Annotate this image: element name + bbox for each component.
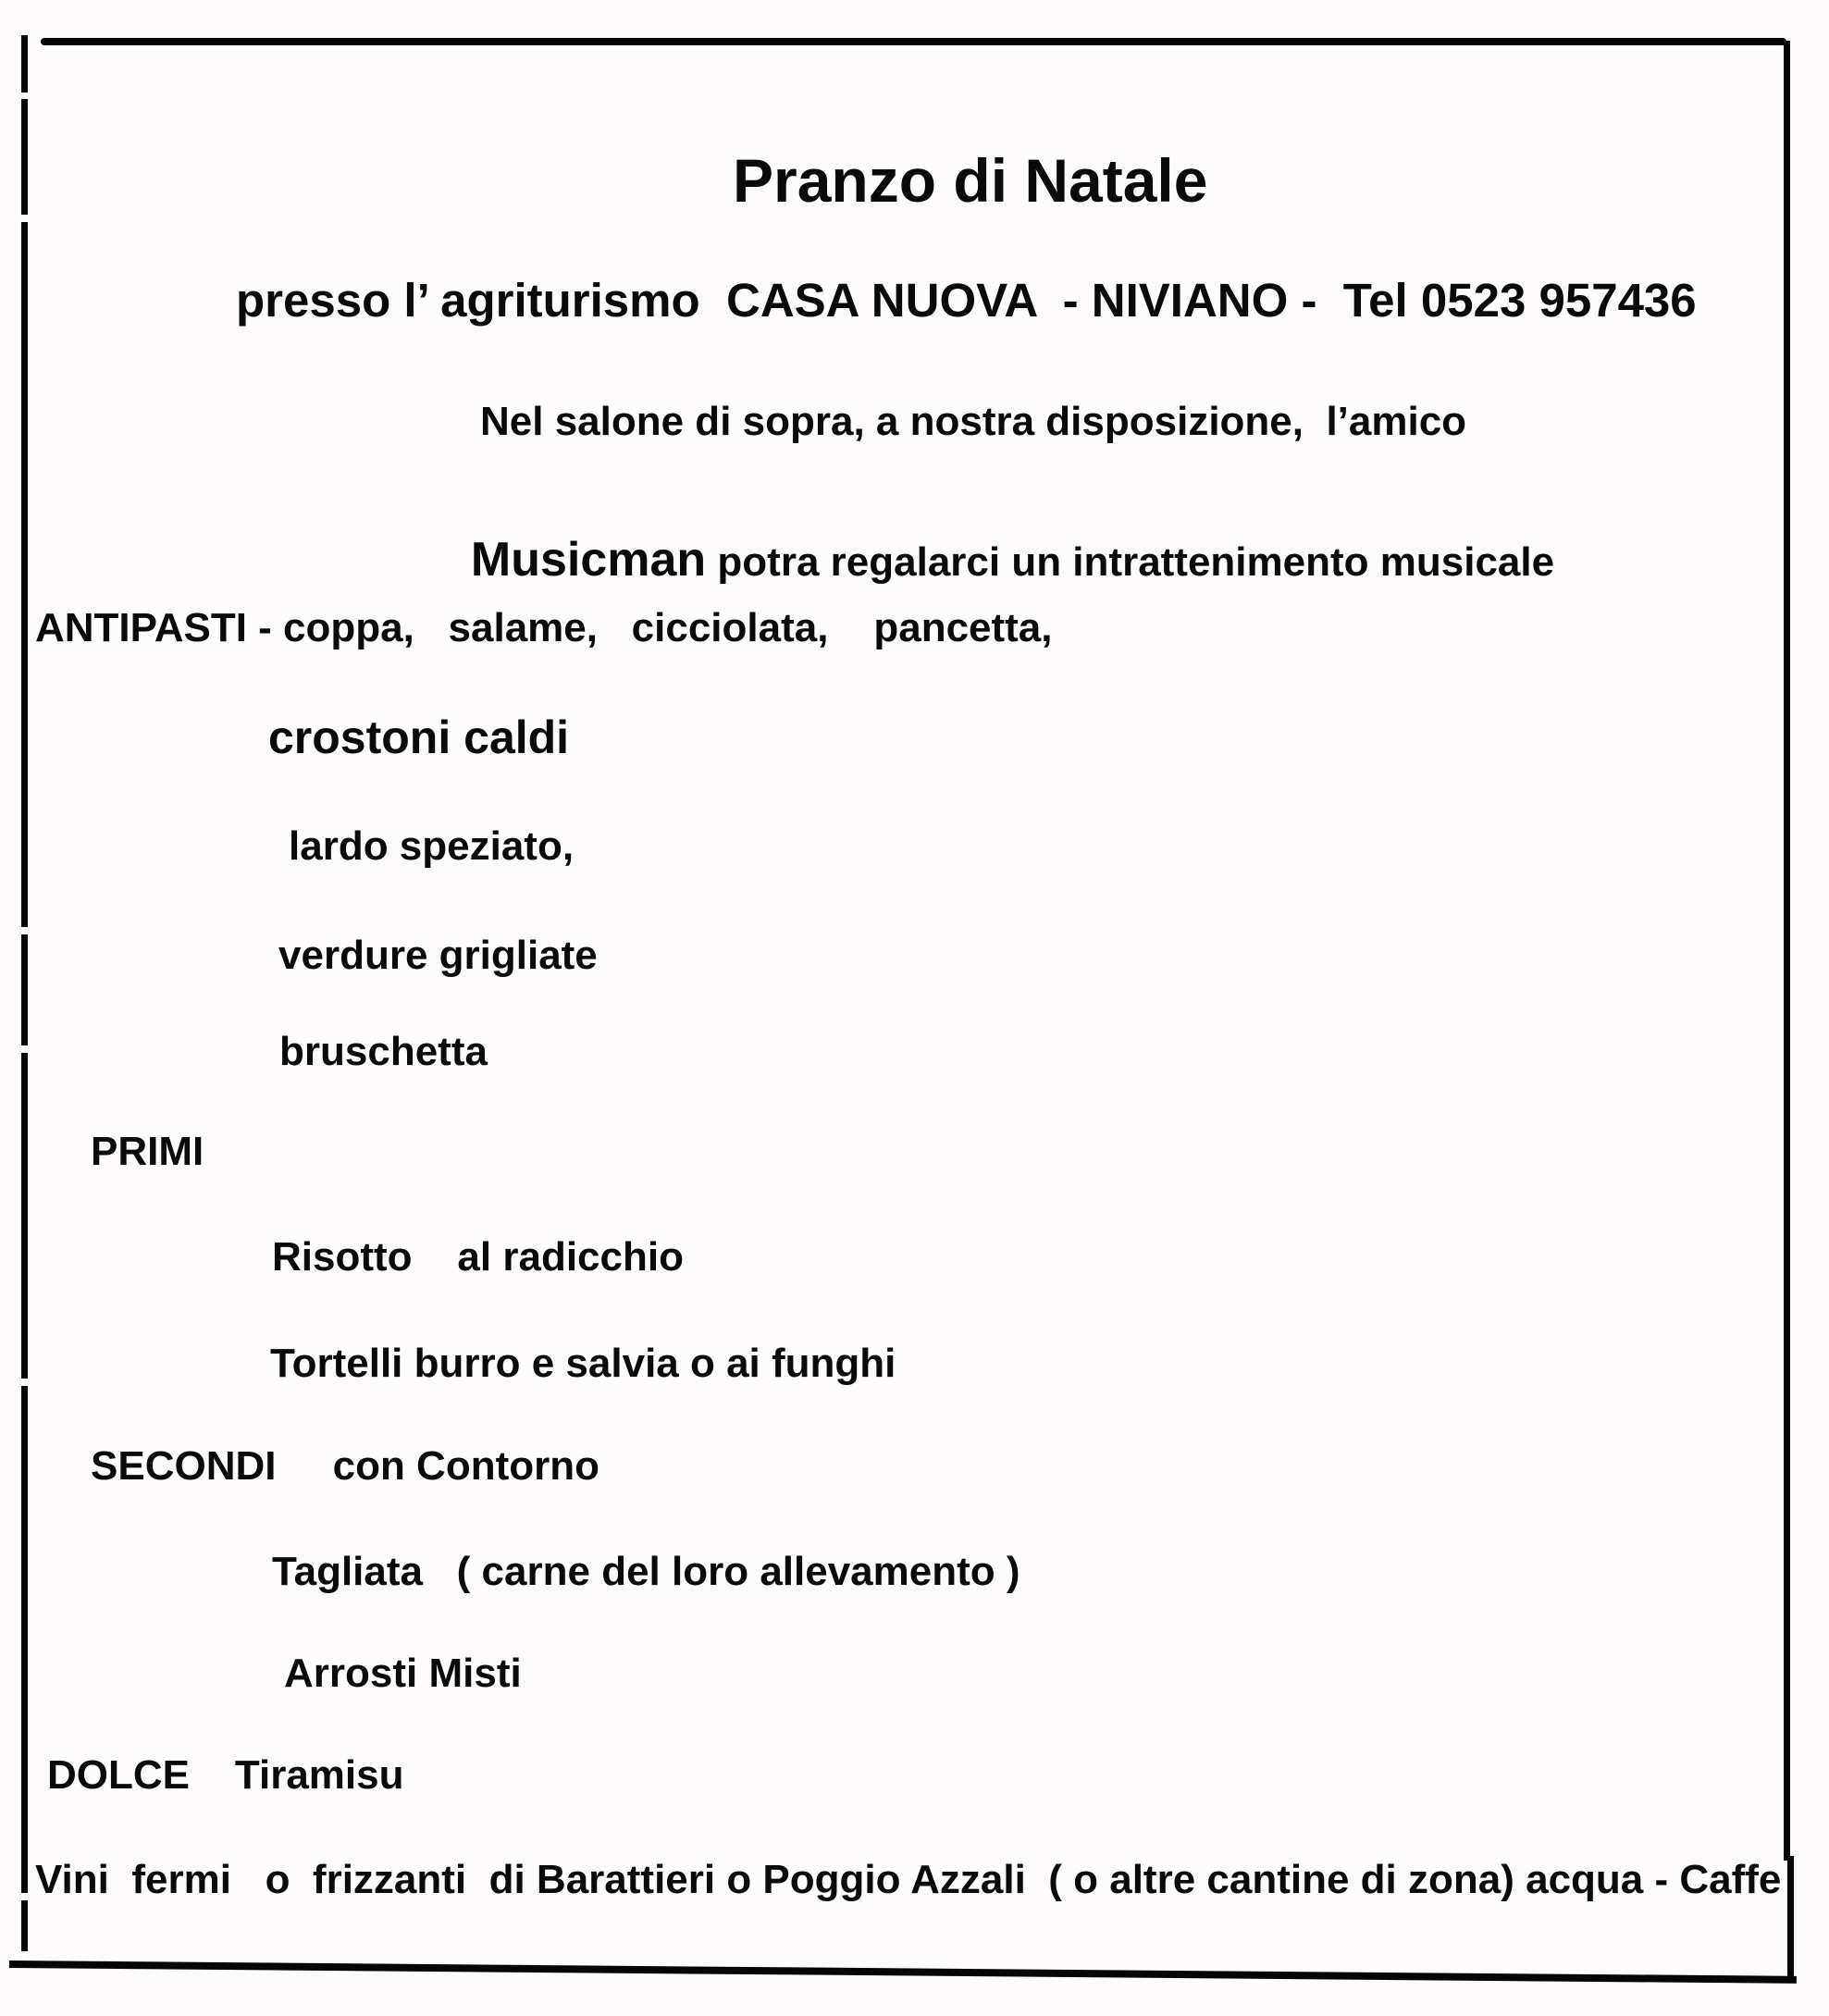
page-border-left-segment xyxy=(21,1900,28,1951)
page-border-left-segment xyxy=(21,934,28,1045)
menu-item-bruschetta: bruschetta xyxy=(279,1029,488,1074)
musicman-rest: potra regalarci un intrattenimento musicale xyxy=(706,539,1555,585)
page-border-right xyxy=(1784,41,1790,1861)
page-border-top xyxy=(41,38,1786,45)
dolce-line: DOLCE Tiramisu xyxy=(47,1752,404,1798)
menu-item-verdure-grigliate: verdure grigliate xyxy=(278,933,598,978)
menu-item-arrosti-misti: Arrosti Misti xyxy=(284,1651,522,1696)
page-border-left-segment xyxy=(21,222,28,927)
menu-item-crostoni-caldi: crostoni caldi xyxy=(268,711,570,763)
menu-title: Pranzo di Natale xyxy=(733,146,1208,215)
musicman-name: Musicman xyxy=(470,533,707,587)
page-border-left-segment xyxy=(21,1386,28,1893)
secondi-heading: SECONDI con Contorno xyxy=(91,1443,599,1489)
antipasti-heading-line: ANTIPASTI - coppa, salame, cicciolata, pancetta, xyxy=(35,605,1053,650)
page-border-right-lower xyxy=(1787,1856,1794,1982)
venue-line: presso l’ agriturismo CASA NUOVA - NIVIANO - Tel 0523 957436 xyxy=(236,274,1697,327)
menu-item-tortelli: Tortelli burro e salvia o ai funghi xyxy=(270,1341,896,1386)
beverages-line: Vini fermi o frizzanti di Barattieri o Poggio Azzali ( o altre cantine di zona) acqua - Caffe xyxy=(35,1857,1782,1902)
menu-item-risotto: Risotto al radicchio xyxy=(272,1234,684,1280)
page-border-left-segment xyxy=(21,35,28,93)
menu-item-tagliata: Tagliata ( carne del loro allevamento ) xyxy=(272,1549,1020,1594)
intro-line: Nel salone di sopra, a nostra disposizione, l’amico xyxy=(480,399,1467,444)
primi-heading: PRIMI xyxy=(91,1129,204,1174)
page-border-left-segment xyxy=(21,1053,28,1379)
page-border-bottom xyxy=(9,1960,1797,1984)
page-border-left-segment xyxy=(21,99,28,215)
menu-item-lardo-speziato: lardo speziato, xyxy=(289,823,575,869)
